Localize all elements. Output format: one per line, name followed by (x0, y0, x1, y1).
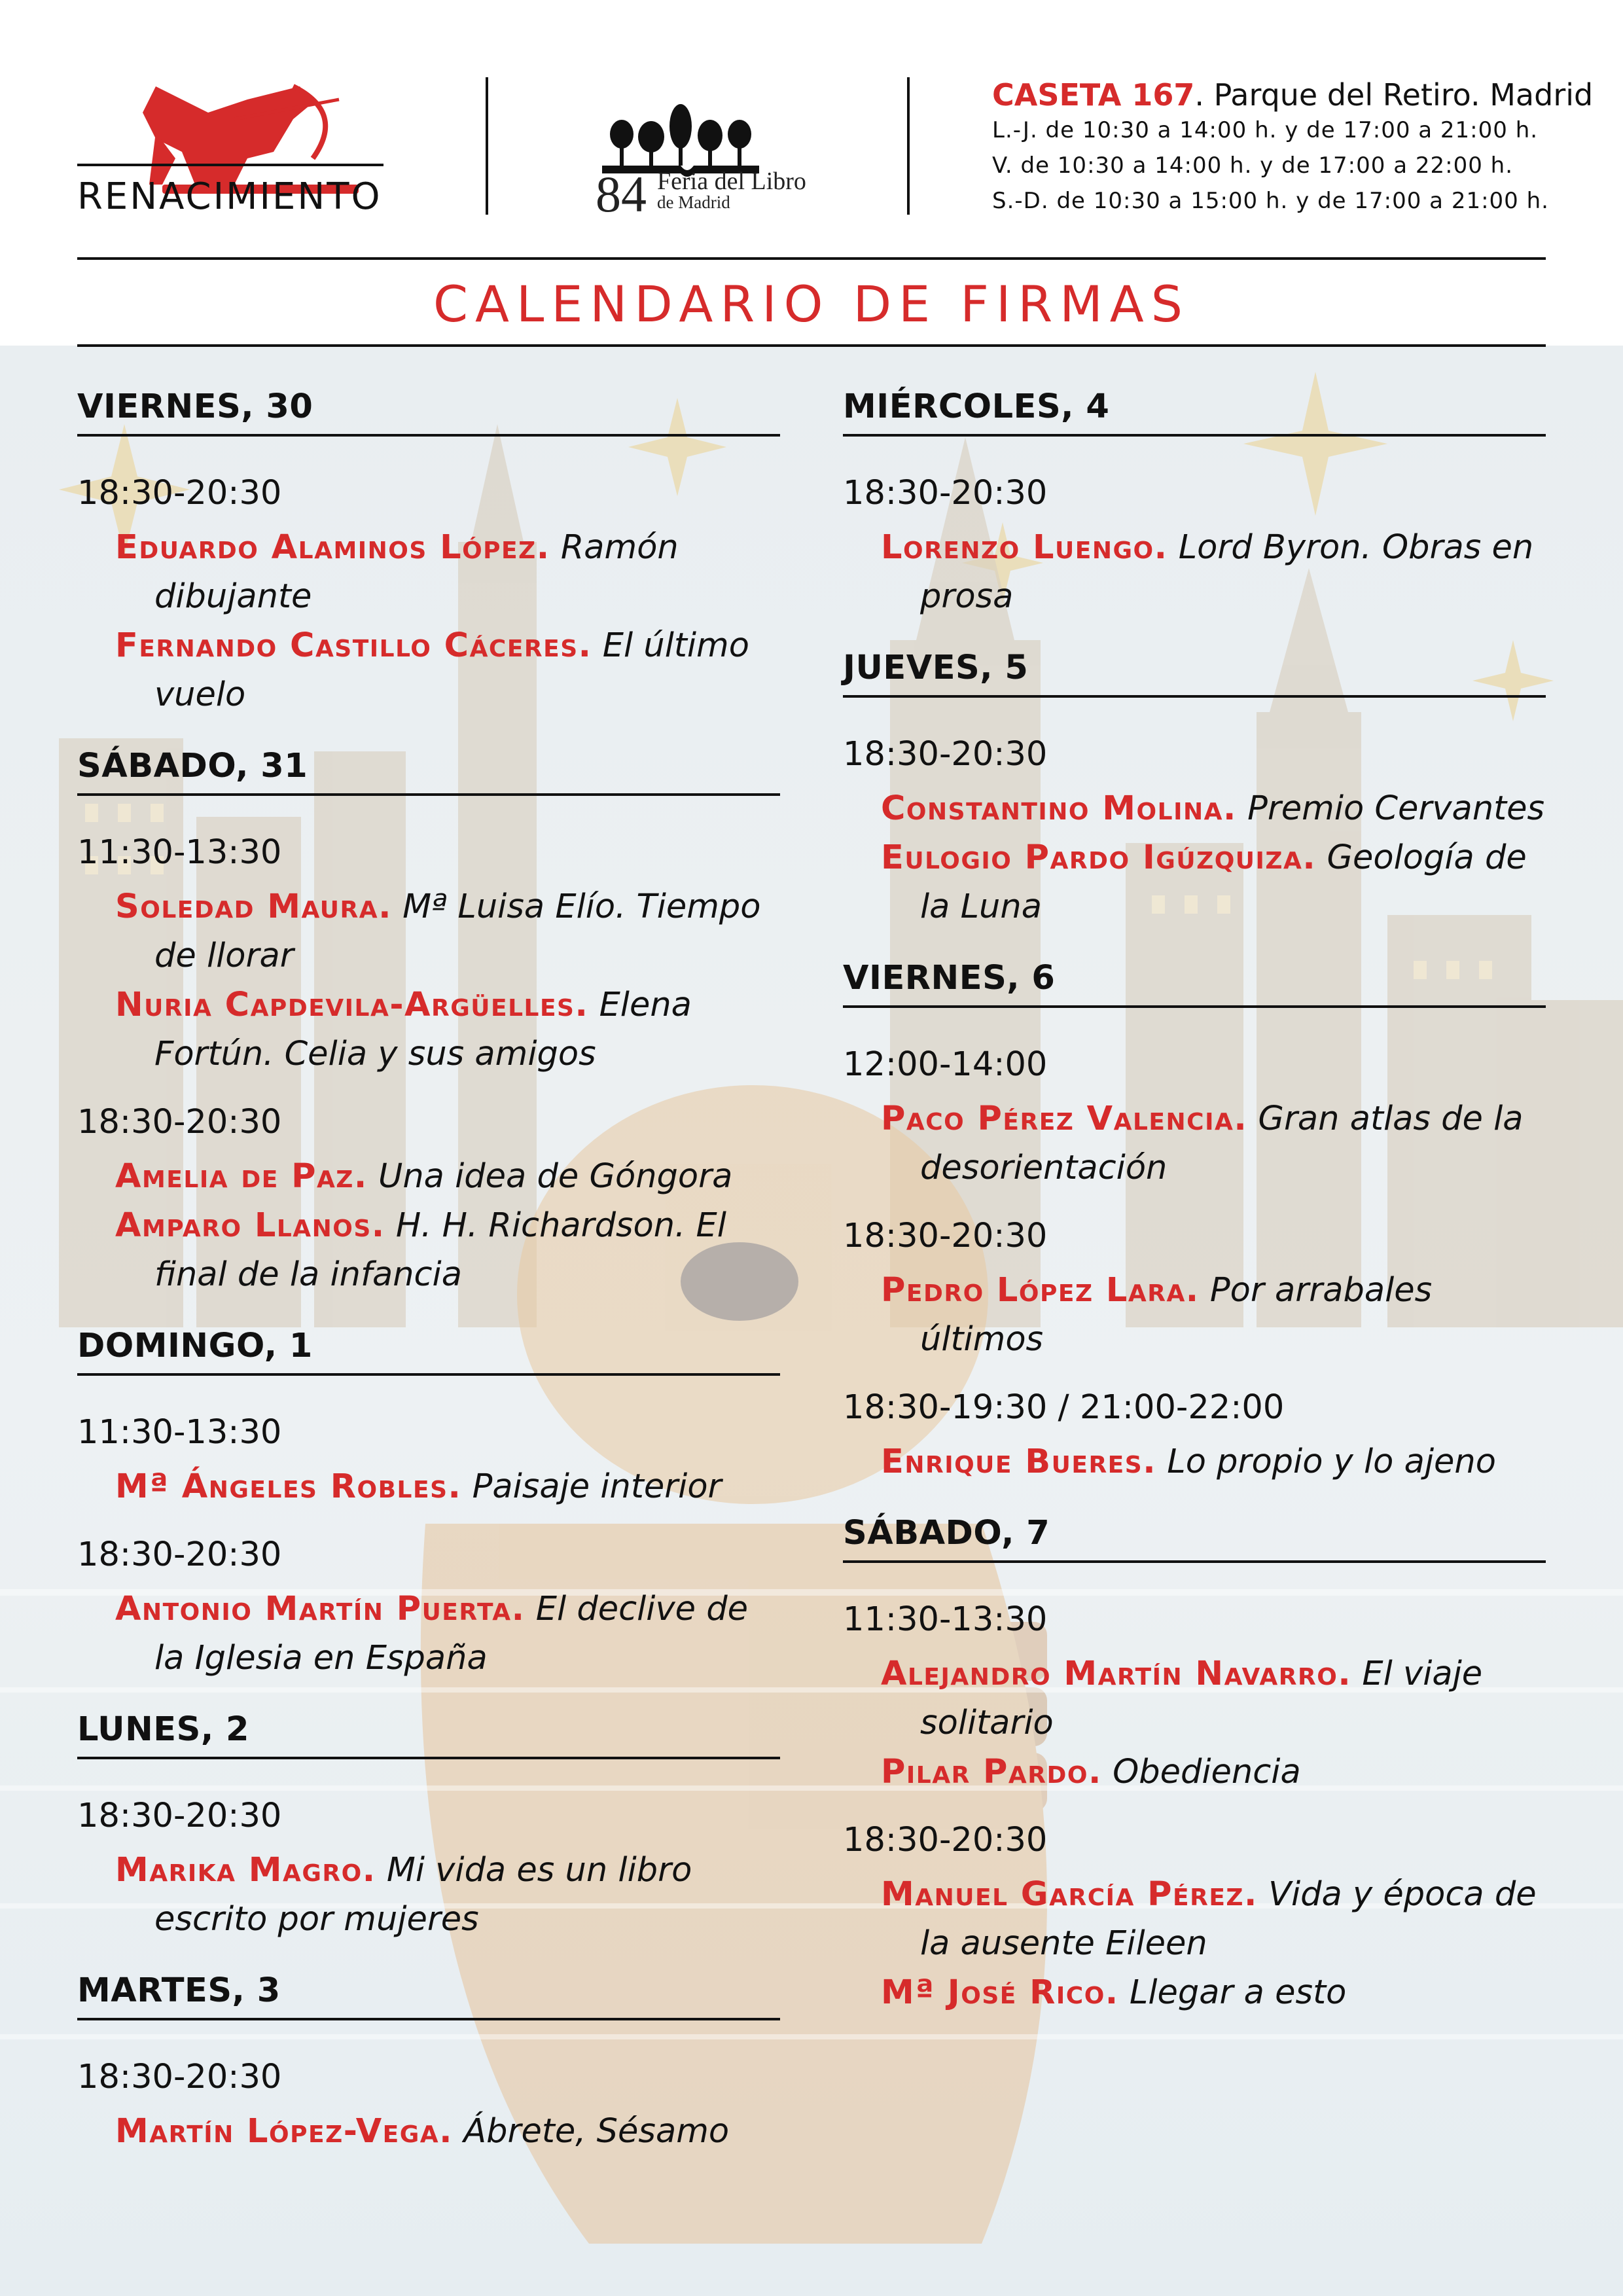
author-name: Fernando Castillo Cáceres. (115, 626, 592, 665)
booth-info (992, 77, 1594, 219)
book-title: Geología de la Luna (920, 838, 1527, 926)
day-section (77, 1710, 780, 1971)
signing-entry (843, 784, 1546, 833)
book-title: Mi vida es un libro escrito por mujeres (154, 1851, 692, 1939)
fair-title: Feria del Libro (657, 168, 806, 195)
book-title: Lord Byron. Obras en prosa (920, 528, 1534, 616)
booth-label: CASETA 167 (992, 77, 1195, 113)
booth-hours-weekdays: L.-J. de 10:30 a 14:00 h. y de 17:00 a 21:00 h. (992, 117, 1539, 143)
signing-entry (77, 1585, 780, 1683)
book-title: Una idea de Góngora (378, 1157, 733, 1196)
time-slot: 18:30-20:30 (843, 735, 1048, 774)
time-slot: 18:30-20:30 (843, 1821, 1048, 1859)
signing-entry (77, 1846, 780, 1944)
author-name: Eduardo Alaminos López. (115, 528, 550, 567)
book-title: Paisaje interior (472, 1467, 722, 1506)
day-section (843, 1514, 1546, 2045)
author-name: Mª José Rico. (881, 1973, 1119, 2012)
day-heading: SÁBADO, 31 (77, 747, 780, 796)
time-slot: 11:30-13:30 (843, 1600, 1048, 1639)
author-name: Marika Magro. (115, 1851, 376, 1890)
day-section (77, 1971, 780, 2183)
day-section (843, 649, 1546, 959)
signing-entry (77, 523, 780, 621)
signing-entry (843, 1266, 1546, 1364)
author-name: Amelia de Paz. (115, 1157, 368, 1196)
day-heading: SÁBADO, 7 (843, 1514, 1546, 1563)
time-slot: 18:30-20:30 (77, 1535, 282, 1574)
time-slot: 18:30-20:30 (77, 1797, 282, 1835)
fair-name (657, 169, 806, 211)
book-title: Obediencia (1113, 1753, 1301, 1791)
header-divider-1 (486, 77, 488, 215)
author-name: Mª Ángeles Robles. (115, 1467, 462, 1506)
book-title: Mª Luisa Elío. Tiempo de llorar (154, 888, 761, 975)
book-title: El viaje solitario (920, 1655, 1483, 1742)
signing-entry (77, 882, 780, 980)
author-name: Pedro López Lara. (881, 1271, 1200, 1310)
header-rule-bottom (77, 344, 1546, 347)
day-section (77, 747, 780, 1327)
author-name: Manuel García Pérez. (881, 1875, 1258, 1914)
signing-entry (77, 1462, 780, 1511)
author-name: Eulogio Pardo Igúzquiza. (881, 838, 1317, 877)
day-heading: JUEVES, 5 (843, 649, 1546, 698)
signing-entry (843, 1968, 1546, 2017)
book-title: Gran atlas de la desorientación (920, 1100, 1524, 1187)
booth-location (992, 77, 1594, 113)
book-title: El último vuelo (154, 626, 749, 714)
publisher-rule (77, 164, 383, 166)
signing-entry (843, 1437, 1546, 1486)
author-name: Enrique Bueres. (881, 1443, 1157, 1481)
author-name: Amparo Llanos. (115, 1206, 385, 1245)
booth-hours-weekend: S.-D. de 10:30 a 15:00 h. y de 17:00 a 21:00 h. (992, 188, 1549, 214)
book-title: Ramón dibujante (154, 528, 679, 616)
time-slot: 18:30-20:30 (843, 474, 1048, 512)
author-name: Alejandro Martín Navarro. (881, 1655, 1352, 1693)
day-heading: LUNES, 2 (77, 1710, 780, 1759)
author-name: Lorenzo Luengo. (881, 528, 1168, 567)
book-title: Llegar a esto (1129, 1973, 1347, 2012)
fair-subtitle: de Madrid (657, 192, 730, 212)
signing-entry (77, 980, 780, 1079)
author-name: Soledad Maura. (115, 888, 392, 926)
signing-entry (843, 833, 1546, 931)
page-title: CALENDARIO DE FIRMAS (433, 275, 1190, 333)
time-slot: 18:30-20:30 (77, 1103, 282, 1141)
signing-entry (843, 1870, 1546, 1968)
book-title: H. H. Richardson. El final de la infancia (154, 1206, 726, 1294)
time-slot: 11:30-13:30 (77, 833, 282, 872)
day-section (77, 1327, 780, 1710)
day-heading: MARTES, 3 (77, 1971, 780, 2020)
day-heading: VIERNES, 30 (77, 387, 780, 437)
fair-edition-number: 84 (596, 166, 647, 223)
book-title: El declive de la Iglesia en España (154, 1590, 748, 1677)
schedule-column-left (77, 387, 780, 2183)
signing-entry (77, 621, 780, 719)
day-section (77, 387, 780, 747)
book-title: Vida y época de la ausente Eileen (920, 1875, 1537, 1963)
author-name: Nuria Capdevila-Argüelles. (115, 986, 589, 1024)
time-slot: 12:00-14:00 (843, 1045, 1048, 1084)
day-heading: DOMINGO, 1 (77, 1327, 780, 1376)
day-heading: MIÉRCOLES, 4 (843, 387, 1546, 437)
book-title: Ábrete, Sésamo (463, 2112, 730, 2151)
time-slot: 18:30-19:30 / 21:00-22:00 (843, 1388, 1285, 1427)
author-name: Pilar Pardo. (881, 1753, 1102, 1791)
header-divider-2 (907, 77, 910, 215)
schedule-column-right (843, 387, 1546, 2045)
day-section (843, 959, 1546, 1514)
time-slot: 18:30-20:30 (77, 474, 282, 512)
publisher-name: RENACIMIENTO (77, 175, 382, 218)
booth-hours-friday: V. de 10:30 a 14:00 h. y de 17:00 a 22:00 h. (992, 152, 1514, 179)
signing-entry (843, 1649, 1546, 1748)
signing-entry (77, 2107, 780, 2156)
header-rule-top (77, 257, 1546, 260)
author-name: Paco Pérez Valencia. (881, 1100, 1248, 1138)
signing-entry (843, 523, 1546, 621)
book-title: Lo propio y lo ajeno (1167, 1443, 1496, 1481)
time-slot: 18:30-20:30 (77, 2058, 282, 2096)
author-name: Constantino Molina. (881, 789, 1237, 828)
booth-place: . Parque del Retiro. Madrid (1194, 77, 1594, 113)
signing-entry (843, 1094, 1546, 1193)
book-title: Elena Fortún. Celia y sus amigos (154, 986, 692, 1073)
author-name: Martín López-Vega. (115, 2112, 454, 2151)
book-title: Premio Cervantes (1247, 789, 1545, 828)
day-section (843, 387, 1546, 649)
time-slot: 18:30-20:30 (843, 1217, 1048, 1255)
signing-entry (77, 1201, 780, 1299)
author-name: Antonio Martín Puerta. (115, 1590, 526, 1628)
book-title: Por arrabales últimos (920, 1271, 1433, 1359)
signing-entry (77, 1152, 780, 1201)
time-slot: 11:30-13:30 (77, 1413, 282, 1452)
signing-entry (843, 1748, 1546, 1797)
day-heading: VIERNES, 6 (843, 959, 1546, 1008)
